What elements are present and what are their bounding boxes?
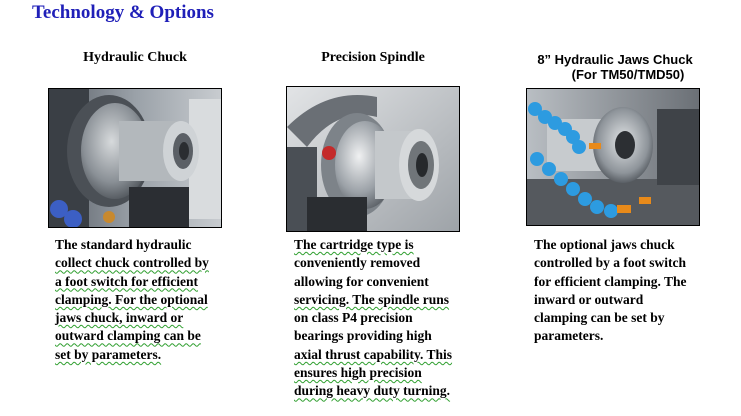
hydraulic-jaws-chuck-heading — [510, 52, 720, 82]
text-line: The standard hydraulic — [55, 237, 192, 252]
text-line: clamping can be set by — [534, 310, 665, 326]
text-line: conveniently removed — [294, 255, 421, 271]
hydraulic-chuck-photo — [48, 88, 222, 228]
text-line: ensures high precision — [294, 365, 422, 381]
heading-line: (For TM50/TMD50) — [571, 67, 685, 82]
text-line: during heavy duty turning. — [294, 383, 451, 399]
hydraulic-jaws-chuck-description — [534, 236, 734, 346]
text-line: a foot switch for efficient — [55, 273, 198, 289]
text-line: allowing for convenient — [294, 273, 429, 289]
hydraulic-jaws-chuck-photo — [526, 88, 700, 226]
hydraulic-chuck-heading: Hydraulic Chuck — [83, 50, 187, 65]
text-line: clamping. For the optional — [55, 291, 208, 307]
hydraulic-chuck-description — [55, 236, 245, 364]
text-line: controlled by a foot switch — [534, 255, 686, 271]
text-line: jaws chuck, inward or — [55, 310, 184, 326]
heading-line: 8” Hydraulic Jaws Chuck — [537, 52, 693, 67]
text-line: collect chuck controlled by — [55, 255, 209, 271]
text-line: bearings providing high — [294, 328, 432, 344]
precision-spindle-photo — [286, 86, 460, 232]
text-line: parameters. — [534, 328, 604, 344]
page-title: Technology & Options — [32, 2, 214, 23]
text-line: axial thrust capability. This — [294, 346, 453, 362]
text-line: The optional jaws chuck — [534, 237, 675, 252]
precision-spindle-description — [294, 236, 494, 401]
text-line: inward or outward — [534, 291, 644, 307]
text-line: servicing. The spindle runs — [294, 291, 450, 307]
text-line: outward clamping can be — [55, 328, 201, 344]
text-line: for efficient clamping. The — [534, 273, 687, 289]
text-line: on class P4 precision — [294, 310, 413, 326]
text-line: The cartridge type is — [294, 237, 414, 252]
precision-spindle-heading: Precision Spindle — [321, 50, 425, 65]
text-line: set by parameters. — [55, 346, 162, 362]
